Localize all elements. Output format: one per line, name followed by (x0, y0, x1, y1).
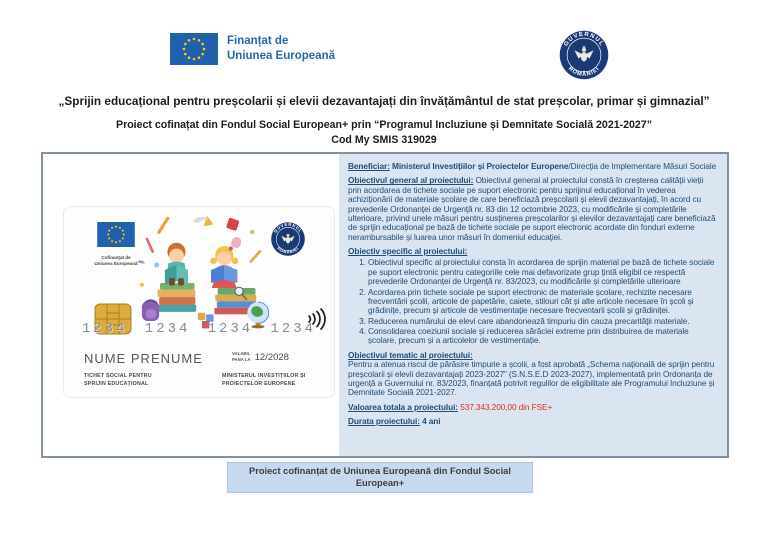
thematic-objective-label: Obiectivul tematic al proiectului: (348, 349, 473, 360)
children-illustration (132, 209, 272, 339)
total-value-line (348, 403, 718, 412)
card-government-seal-icon (270, 221, 306, 257)
duration-label: Durata proiectului: (348, 416, 420, 426)
main-content-box (41, 152, 729, 458)
specific-objective-item: 3. Reducerea numărului de elevi care abandonează timpuriu din cauza precarității materiale. (368, 317, 718, 326)
duration-value: 4 ani (422, 416, 441, 426)
specific-objective-item: 4. Consolidarea coeziunii sociale și reducerea sărăciei extreme prin distribuirea de materiale școlare, precum și a articolelor de vestimentație. (368, 327, 718, 346)
specific-objective-item: 1. Obiectivul specific al proiectului consta în acordarea de sprijin material pe bază de tichete sociale pe suport electronic pentru categoriile cele mai defavorizate grup țintă eligibil ce respectă prevederile Ordonanței de Urgență nr. 83/2023, cu modificările și completările ulterioare (368, 258, 718, 286)
smis-code: Cod My SMIS 319029 (331, 134, 437, 146)
card-seal-text-bottom: ROMÂNIEI (276, 245, 300, 255)
card-validity-labels (232, 351, 251, 363)
specific-objective-item: 2. Acordarea prin tichete sociale pe suport electronic de materiale școlare, rechizite necesare frecventării școlii, articole de papetărie, caiete, stilouri cât și alte articole necesare în școli și grădinițe, precum și articole de vestimentație necesare frecventarii școlii și grădiniței. (368, 288, 718, 316)
total-value-label: Valoarea totala a proiectului: (348, 401, 458, 412)
card-seal-text-top: GUVERNUL (272, 221, 304, 234)
card-number-group-1: 1234 (82, 321, 128, 337)
eu-funding-line2: Uniunea Europeană (227, 50, 335, 62)
cofinancing-footer-text: Proiect cofinanțat de Uniunea Europeană din Fondul Social European+ (249, 465, 511, 488)
thematic-objective-text: Pentru a atenua riscul de părăsire timpurie a școlii, a fost aprobată „Schema națională de sprijin pentru preșcolarii și elevii dezavantajați 2023-2027” (S.N.S.E.D 2023-2027), implementată prin Ordonanța de urgență a Guvernului nr. 83/2023, finanțată potrivit regulilor de eligibilitate ale Programului Incluziune și Demnitate Socială 2021-2027. (348, 359, 715, 398)
card-valid-label1: VALABIL (232, 351, 251, 356)
card-number-group-3: 1234 (207, 321, 254, 337)
specific-objective-heading (348, 247, 718, 256)
specific-objective-label: Obiectiv specific al proiectului: (348, 246, 468, 256)
eu-funding-label (227, 34, 335, 64)
beneficiary-direction: /Direcția de Implementare Măsuri Sociale (568, 161, 717, 171)
cofinancing-footer-box (227, 462, 533, 493)
social-ticket-card (63, 206, 335, 398)
romanian-government-seal-icon (558, 29, 610, 81)
beneficiary-name: Ministerul Investițiilor și Proiectelor Europene (392, 161, 569, 171)
eu-flag-icon (170, 33, 218, 65)
thematic-objective (348, 360, 718, 398)
duration-line (348, 417, 718, 426)
card-number-group-4: 1234 (270, 321, 316, 337)
card-issuer-line2: PROIECTELOR EUROPENE (222, 380, 296, 387)
card-issuer-label (222, 373, 306, 389)
card-eu-flag-icon (97, 222, 135, 247)
specific-objective-list (348, 258, 718, 345)
card-eu-label-line2: Uniunea Europeană (94, 261, 138, 267)
card-type-line1: TICHET SOCIAL PENTRU (84, 373, 152, 379)
general-objective-label: Obiectivul general al proiectului: (348, 175, 474, 186)
card-type-line2: SPRIJIN EDUCAȚIONAL (84, 380, 149, 387)
beneficiary-label: Beneficiar: (348, 161, 390, 171)
card-type-label (84, 373, 152, 389)
card-number (82, 321, 316, 337)
eu-funding-line1: Finanțat de (227, 35, 289, 48)
general-objective-text: Obiectivul general al proiectului constă în creșterea calității vieții prin acordarea de tichete sociale pe suport electronic pentru sprijinul educațional în vederea achiziționării de materiale școlare de care beneficiază preșcolarii și elevii dezavantajați, în acord cu prevederile Ordonanței de Urgență nr. 83 din 12 octombrie 2023, cu modificările și completările ulterioare, privind unele măsuri pentru susținerea preșcolarilor și elevilor dezavantajați care beneficiază de sprijin educațional pe bază de tichete sociale pe suport electronic acordate din fonduri externe nerambursabile și luarea unor măsuri în domeniul educației. (348, 175, 716, 242)
project-info-pane (339, 154, 727, 456)
card-validity (232, 351, 289, 363)
project-subtitle: Proiect cofinațat din Fondul Social European+ prin “Programul Incluziune și Demnitate Socială 2021-2027” (116, 119, 652, 131)
seal-text-top: GUVERNUL (563, 31, 605, 48)
card-pane (43, 154, 339, 456)
beneficiary-line (348, 162, 718, 171)
eu-funding-logo (170, 33, 335, 65)
card-valid-label2: PANA LA (232, 357, 251, 363)
total-value: 537.343.200,00 din FSE+ (460, 401, 553, 412)
seal-text-bottom: ROMÂNIEI (566, 65, 602, 78)
card-valid-value: 12/2028 (254, 351, 289, 363)
card-eu-label-line1: Cofinanțat de (101, 255, 131, 260)
card-number-group-2: 1234 (144, 321, 191, 337)
card-holder-name: NUME PRENUME (84, 351, 203, 366)
general-objective (348, 176, 718, 242)
project-title: „Sprijin educațional pentru preșcolarii și elevii dezavantajați din învățământul de stat preșcolar, primar și gimnazial” (58, 94, 710, 108)
card-issuer-line1: MINISTERUL INVESTIȚIILOR ȘI (222, 373, 306, 379)
